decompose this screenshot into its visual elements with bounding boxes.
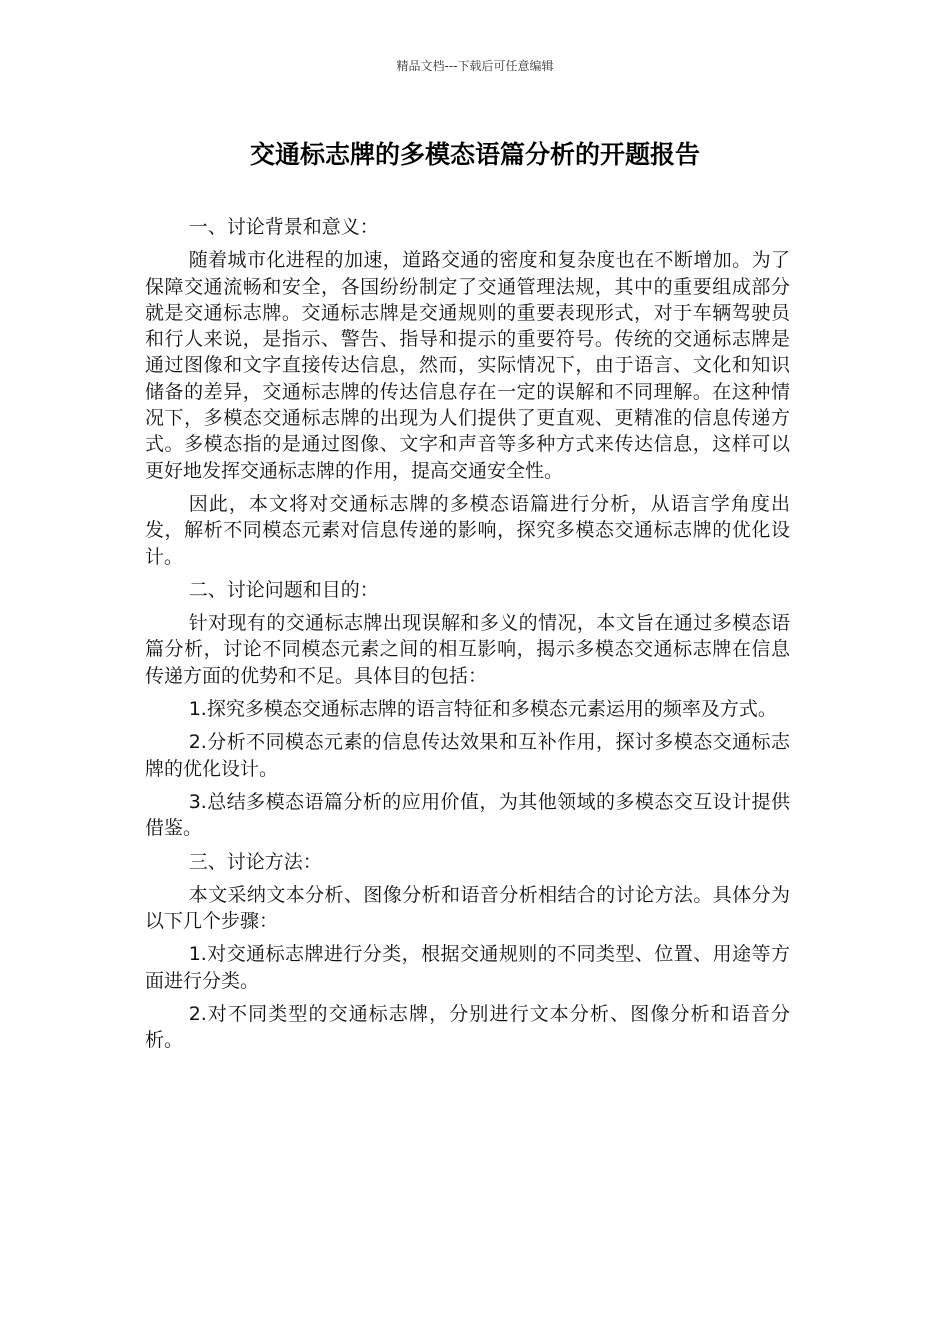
list-item-step-2: 2.对不同类型的交通标志牌，分别进行文本分析、图像分析和语音分析。 [145,1003,790,1052]
document-title: 交通标志牌的多模态语篇分析的开题报告 [249,140,700,169]
paragraph-purpose-intro: 因此，本文将对交通标志牌的多模态语篇进行分析，从语言学角度出发，解析不同模态元素对信息传递的影响，探究多模态交通标志牌的优化设计。 [145,492,790,568]
paragraph-methods: 本文采纳文本分析、图像分析和语音分析相结合的讨论方法。具体分为以下几个步骤： [145,883,790,933]
paragraph-background: 随着城市化进程的加速，道路交通的密度和复杂度也在不断增加。为了保障交通流畅和安全，各国纷纷制定了交通管理法规，其中的重要组成部分就是交通标志牌。交通标志牌是交通规则的重要表现形式，对于车辆驾驶员和行人来说，是指示、警告、指导和提示的重要符号。传统的交通标志牌是通过图像和文字直接传达信息，然而，实际情况下，由于语言、文化和知识储备的差异，交通标志牌的传达信息存在一定的误解和不同理解。在这种情况下，多模态交通标志牌的出现为人们提供了更直观、更精准的信息传递方式。多模态指的是通过图像、文字和声音等多种方式来传达信息，这样可以更好地发挥交通标志牌的作用，提高交通安全性。 [145,249,790,482]
list-item-goal-1: 1.探究多模态交通标志牌的语言特征和多模态元素运用的频率及方式。 [188,698,777,721]
section-heading-questions: 二、讨论问题和目的： [188,578,379,601]
document-body [145,214,790,1061]
section-heading-background: 一、讨论背景和意义： [188,216,379,238]
list-item-goal-3: 3.总结多模态语篇分析的应用价值，为其他领域的多模态交互设计提供借鉴。 [145,790,790,840]
list-item-step-1: 1.对交通标志牌进行分类，根据交通规则的不同类型、位置、用途等方面进行分类。 [145,943,790,992]
paragraph-questions: 针对现有的交通标志牌出现误解和多义的情况，本文旨在通过多模态语篇分析，讨论不同模态元素之间的相互影响，揭示多模态交通标志牌在信息传递方面的优势和不足。具体目的包括： [145,612,790,687]
list-item-goal-2: 2.分析不同模态元素的信息传达效果和互补作用，探讨多模态交通标志牌的优化设计。 [145,731,790,780]
section-heading-methods: 三、讨论方法： [188,850,322,873]
header-note: 精品文档---下载后可任意编辑 [396,59,554,73]
